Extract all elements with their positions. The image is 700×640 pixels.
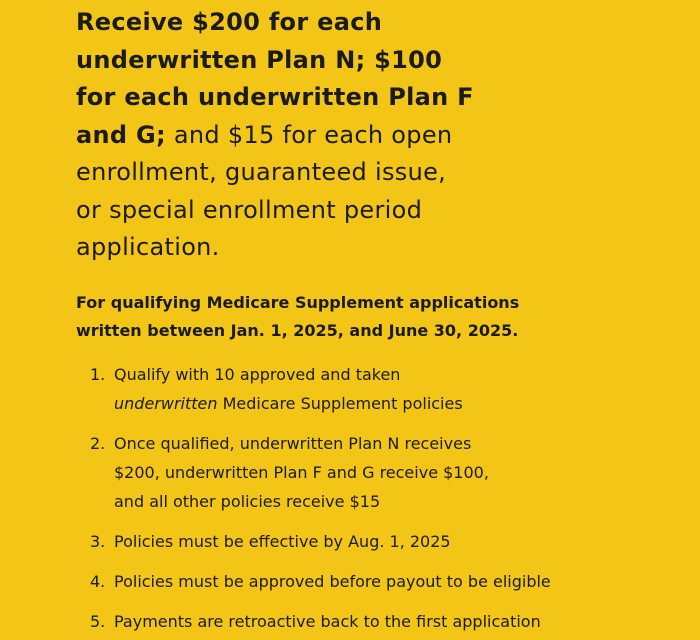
rule-item-5 xyxy=(90,607,680,636)
rule-number-2: 2. xyxy=(90,434,106,453)
rule-item-2 xyxy=(90,429,680,516)
headline-line-4 xyxy=(76,117,676,155)
rule-1-line-1: Qualify with 10 approved and taken xyxy=(114,365,401,384)
rule-number-3: 3. xyxy=(90,532,106,551)
rule-number-5: 5. xyxy=(90,612,106,631)
rule-item-4 xyxy=(90,567,680,596)
subheading-line-2: written between Jan. 1, 2025, and June 30, 2025. xyxy=(76,321,519,340)
rule-5-line-1: Payments are retroactive back to the first application xyxy=(114,612,541,631)
headline-line-5: enrollment, guaranteed issue, xyxy=(76,158,447,186)
rule-1-italic-word: underwritten xyxy=(114,394,218,413)
headline-line-2: underwritten Plan N; $100 xyxy=(76,45,443,74)
rule-2-line-2: $200, underwritten Plan F and G receive $100, xyxy=(114,463,489,482)
headline-line-4-bold: and G; xyxy=(76,120,166,149)
headline-line-4-regular: and $15 for each open xyxy=(165,120,453,149)
headline-line-6: or special enrollment period xyxy=(76,195,423,224)
headline xyxy=(76,4,676,267)
rule-1-line-2-rest: Medicare Supplement policies xyxy=(217,394,463,413)
subheading-line-1: For qualifying Medicare Supplement applications xyxy=(76,293,520,312)
rule-4-line-1: Policies must be approved before payout to be eligible xyxy=(114,572,551,591)
rule-number-4: 4. xyxy=(90,572,106,591)
rules-list xyxy=(90,360,680,636)
headline-line-7: application. xyxy=(76,233,220,261)
rule-item-3 xyxy=(90,527,680,556)
rule-2-line-3: and all other policies receive $15 xyxy=(114,492,381,511)
rule-3-line-1: Policies must be effective by Aug. 1, 2025 xyxy=(114,532,451,551)
rule-2-line-1: Once qualified, underwritten Plan N receives xyxy=(114,434,472,453)
headline-line-1: Receive $200 for each xyxy=(76,8,383,36)
rule-number-1: 1. xyxy=(90,365,106,384)
rule-item-1 xyxy=(90,360,680,418)
rule-1-line-2 xyxy=(114,389,680,418)
qualifying-subheading xyxy=(76,289,676,345)
headline-line-3: for each underwritten Plan F xyxy=(76,83,474,111)
